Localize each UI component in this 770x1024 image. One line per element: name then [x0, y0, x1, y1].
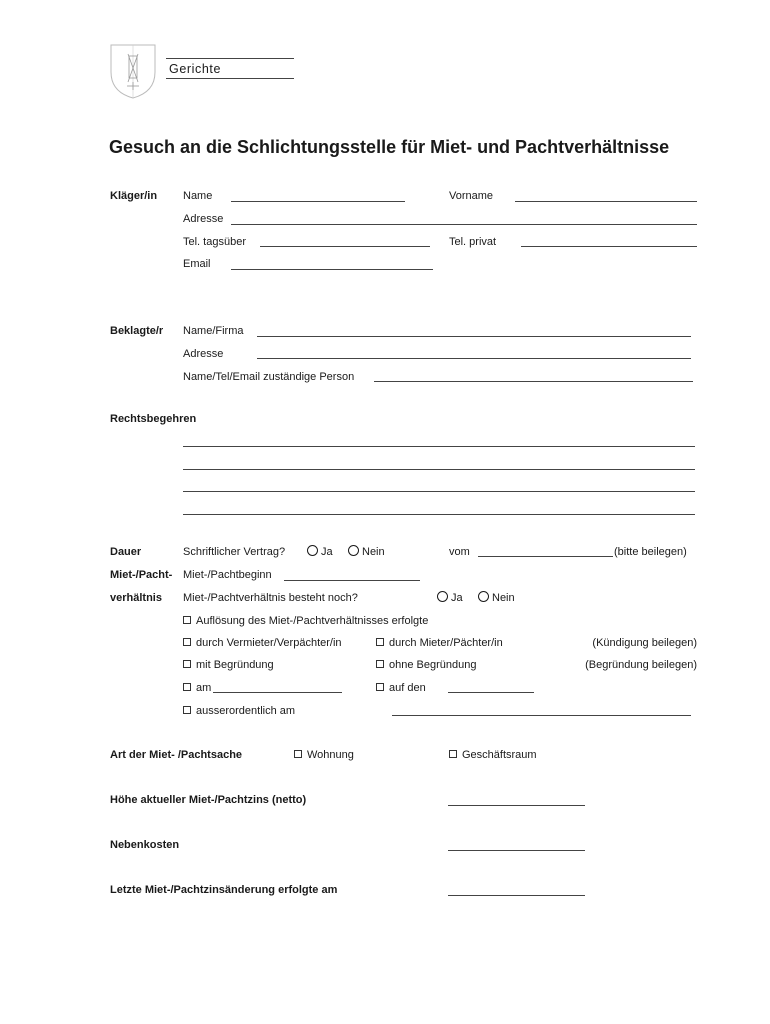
checkbox-icon [183, 616, 191, 624]
checkbox-geschaeftsraum[interactable]: Geschäftsraum [449, 749, 537, 761]
checkbox-ausserordentlich[interactable]: ausserordentlich am [183, 705, 295, 717]
radio-vertrag-nein[interactable]: Nein [348, 545, 385, 558]
label-bitte-beilegen: (bitte beilegen) [614, 546, 687, 558]
field-rechtsbegehren-2[interactable] [183, 469, 695, 470]
field-rechtsbegehren-4[interactable] [183, 514, 695, 515]
label-besteht: Miet-/Pachtverhältnis besteht noch? [183, 592, 358, 604]
label-begruendung-beilegen: (Begründung beilegen) [585, 659, 697, 671]
field-klaeger-adresse[interactable] [231, 224, 697, 225]
checkbox-ohne-begruendung[interactable]: ohne Begründung [376, 659, 476, 671]
checkbox-icon [183, 660, 191, 668]
label-name-firma: Name/Firma [183, 325, 244, 337]
field-ausserordentlich[interactable] [392, 715, 691, 716]
field-aenderung[interactable] [448, 895, 585, 896]
checkbox-icon [376, 660, 384, 668]
field-beginn[interactable] [284, 580, 420, 581]
label-beklagte-adresse: Adresse [183, 348, 224, 360]
checkbox-icon [183, 683, 191, 691]
field-rechtsbegehren-3[interactable] [183, 491, 695, 492]
radio-circle-icon [307, 545, 318, 556]
checkbox-icon [376, 638, 384, 646]
checkbox-vermieter[interactable]: durch Vermieter/Verpächter/in [183, 637, 342, 649]
field-rechtsbegehren-1[interactable] [183, 446, 695, 447]
section-nebenkosten: Nebenkosten [110, 839, 180, 851]
label-beginn: Miet-/Pachtbeginn [183, 569, 272, 581]
field-beklagte-name[interactable] [257, 336, 691, 337]
field-nebenkosten[interactable] [448, 850, 585, 851]
field-zins[interactable] [448, 805, 585, 806]
checkbox-auf-den[interactable]: auf den [376, 682, 426, 694]
radio-circle-icon [478, 591, 489, 602]
label-name: Name [183, 190, 213, 202]
section-dauer-2: Miet-/Pacht- [110, 569, 173, 581]
field-klaeger-name[interactable] [231, 201, 405, 202]
section-zins: Höhe aktueller Miet-/Pachtzins (netto) [110, 794, 307, 806]
header-line-top [166, 58, 294, 59]
radio-vertrag-ja[interactable]: Ja [307, 545, 333, 558]
section-rechtsbegehren: Rechtsbegehren [110, 413, 197, 425]
checkbox-icon [376, 683, 384, 691]
radio-besteht-nein[interactable]: Nein [478, 591, 515, 604]
label-adresse: Adresse [183, 213, 224, 225]
field-am[interactable] [213, 692, 342, 693]
page-title: Gesuch an die Schlichtungsstelle für Miet- und Pachtverhältnisse [109, 137, 670, 157]
coat-of-arms-icon [108, 42, 158, 103]
section-dauer-3: verhältnis [110, 592, 162, 604]
field-beklagte-kontakt[interactable] [374, 381, 693, 382]
radio-circle-icon [437, 591, 448, 602]
label-vorname: Vorname [449, 190, 494, 202]
checkbox-icon [449, 750, 457, 758]
section-klaeger: Kläger/in [110, 190, 158, 202]
header-line-bottom [166, 78, 294, 79]
field-klaeger-email[interactable] [231, 269, 433, 270]
field-beklagte-adresse[interactable] [257, 358, 691, 359]
radio-circle-icon [348, 545, 359, 556]
label-tel-privat: Tel. privat [449, 236, 497, 248]
label-vom: vom [449, 546, 470, 558]
field-vom[interactable] [478, 556, 613, 557]
checkbox-mieter[interactable]: durch Mieter/Pächter/in [376, 637, 503, 649]
section-dauer: Dauer [110, 546, 142, 558]
label-vertrag: Schriftlicher Vertrag? [183, 546, 286, 558]
field-klaeger-tel-tag[interactable] [260, 246, 430, 247]
section-beklagte: Beklagte/r [110, 325, 164, 337]
label-kontakt: Name/Tel/Email zuständige Person [183, 371, 355, 383]
field-klaeger-tel-privat[interactable] [521, 246, 697, 247]
field-klaeger-vorname[interactable] [515, 201, 697, 202]
checkbox-am[interactable]: am [183, 682, 211, 694]
radio-besteht-ja[interactable]: Ja [437, 591, 463, 604]
field-auf-den[interactable] [448, 692, 534, 693]
section-sache: Art der Miet- /Pachtsache [110, 749, 243, 761]
org-name: Gerichte [169, 62, 222, 76]
section-aenderung: Letzte Miet-/Pachtzinsänderung erfolgte am [110, 884, 338, 896]
checkbox-mit-begruendung[interactable]: mit Begründung [183, 659, 274, 671]
label-email: Email [183, 258, 211, 270]
label-kuendigung-beilegen: (Kündigung beilegen) [592, 637, 697, 649]
checkbox-wohnung[interactable]: Wohnung [294, 749, 354, 761]
checkbox-aufloesung[interactable]: Auflösung des Miet-/Pachtverhältnisses erfolgte [183, 615, 428, 627]
checkbox-icon [294, 750, 302, 758]
checkbox-icon [183, 638, 191, 646]
checkbox-icon [183, 706, 191, 714]
label-tel-tag: Tel. tagsüber [183, 236, 246, 248]
